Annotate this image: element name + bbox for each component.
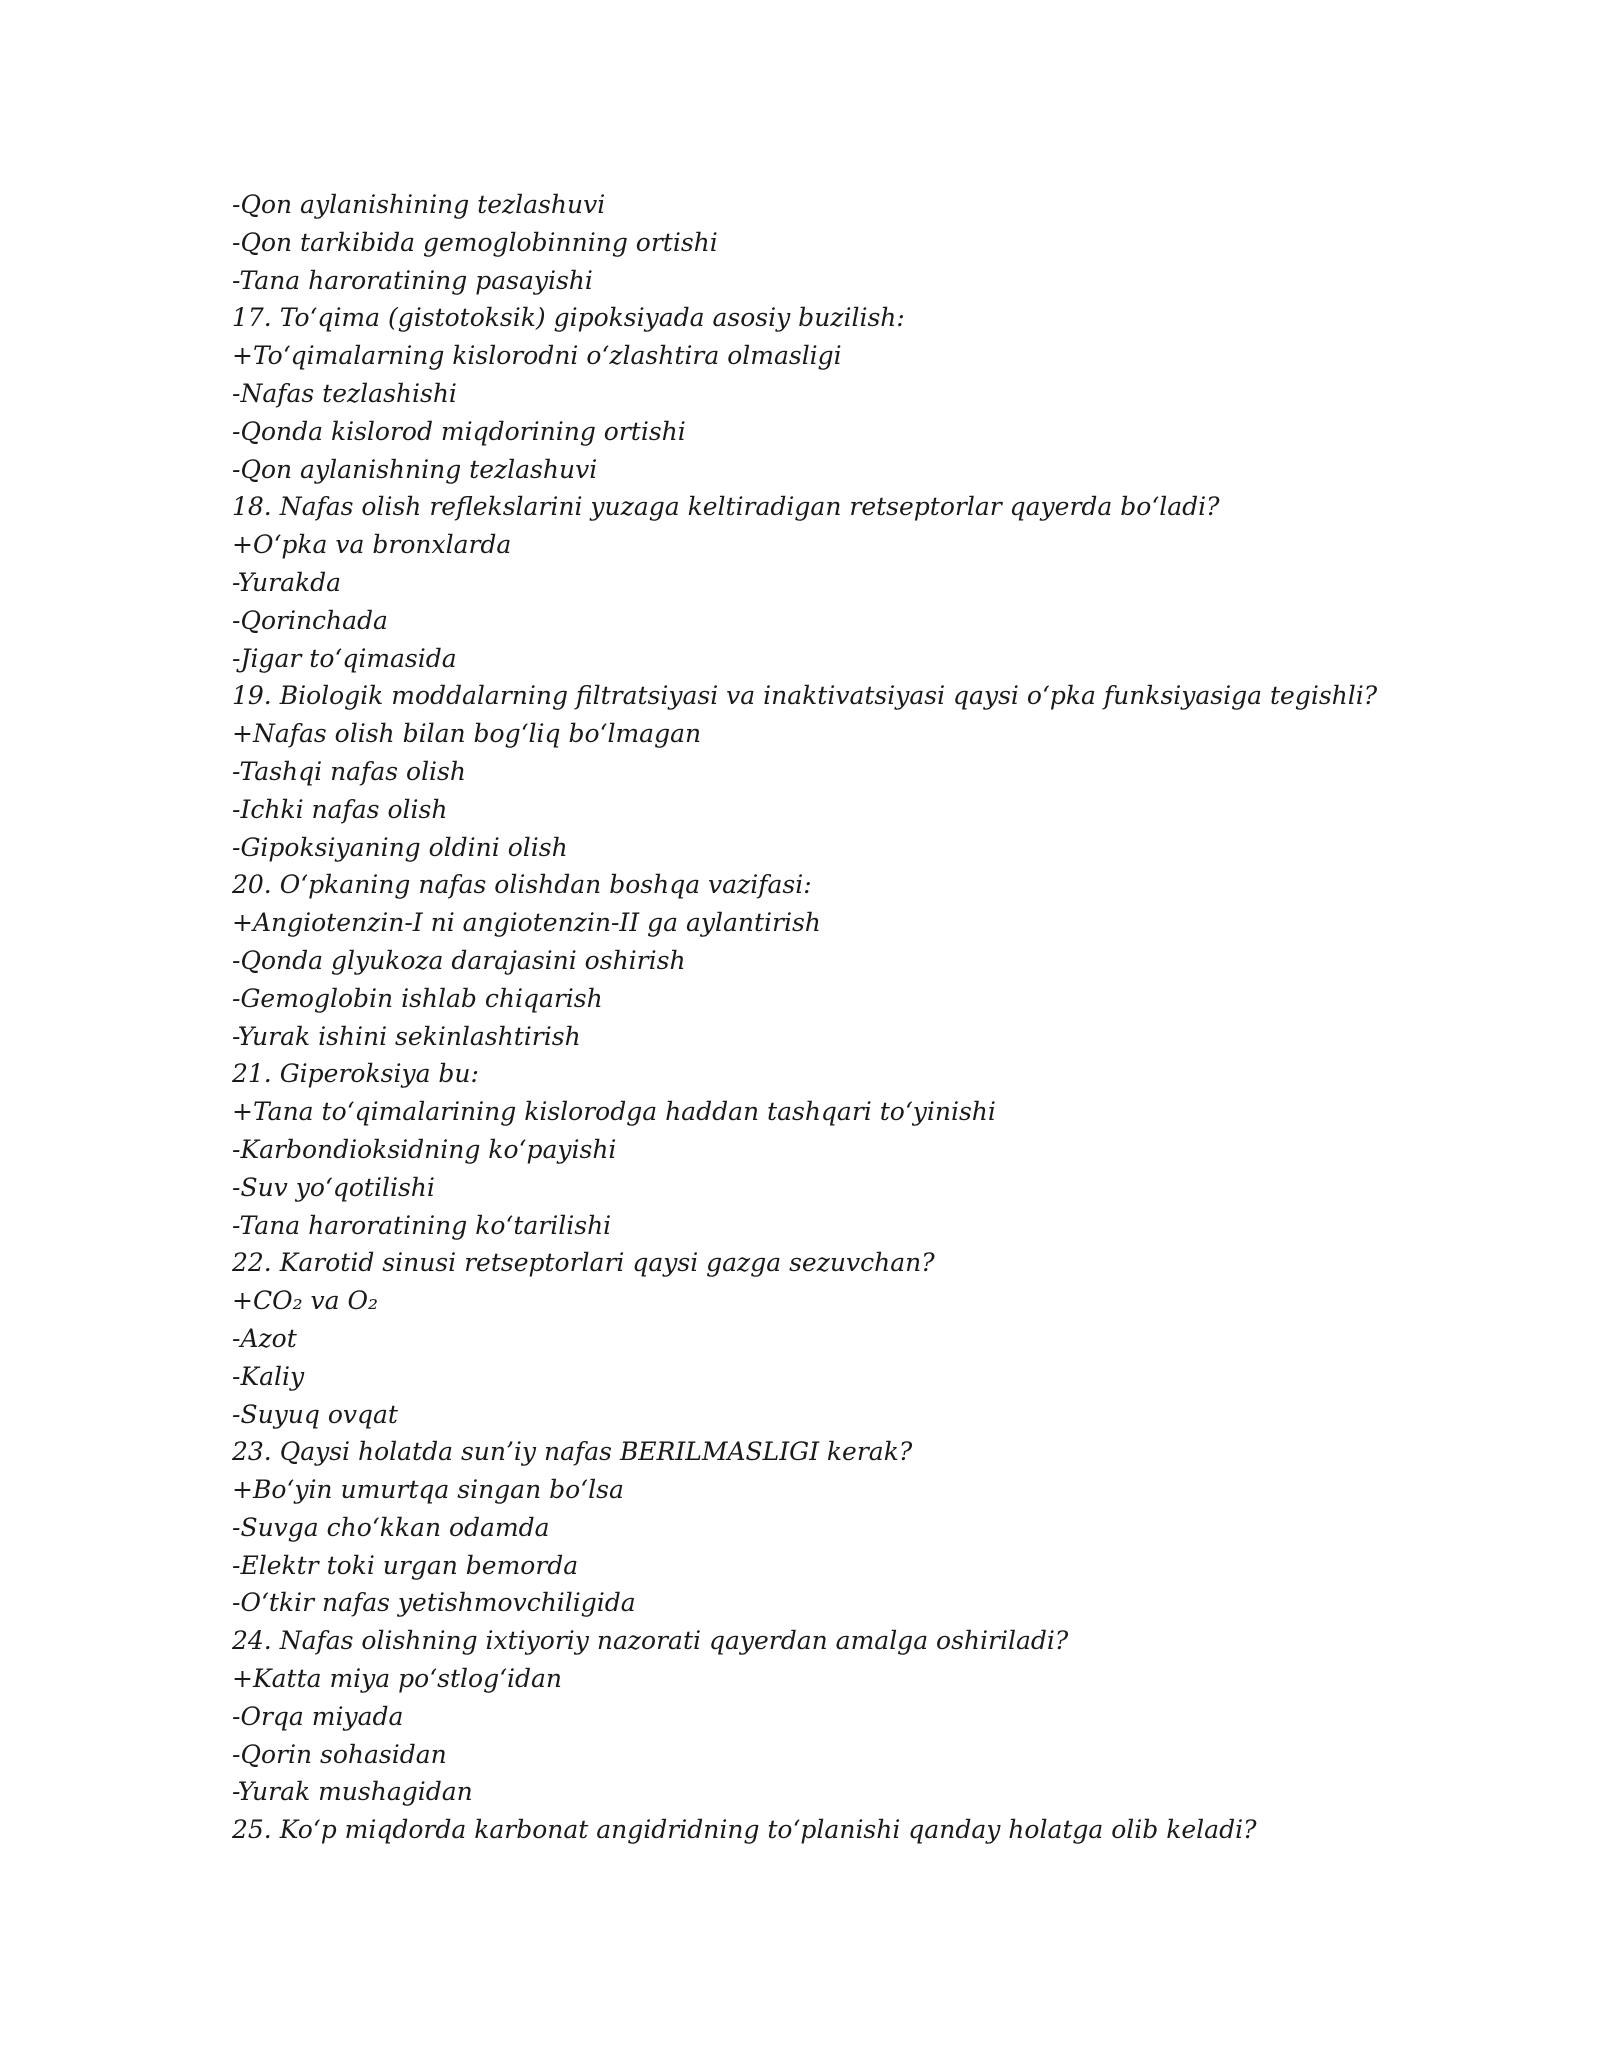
answer-option: -Tana haroratining ko‘tarilishi bbox=[232, 1210, 612, 1240]
answer-option: -Tana haroratining pasayishi bbox=[232, 265, 593, 295]
answer-option: -Gemoglobin ishlab chiqarish bbox=[232, 983, 603, 1013]
correct-answer: +Angiotenzin-I ni angiotenzin-II ga aylantirish bbox=[232, 908, 821, 938]
correct-answer: +To‘qimalarning kislorodni o‘zlashtira olmasligi bbox=[232, 341, 842, 371]
answer-option: -Qonda kislorod miqdorining ortishi bbox=[232, 416, 686, 446]
answer-option: -Suv yo‘qotilishi bbox=[232, 1172, 435, 1202]
answer-option: -O‘tkir nafas yetishmovchiligida bbox=[232, 1588, 636, 1618]
answer-option: -Qonda glyukoza darajasini oshirish bbox=[232, 945, 686, 975]
answer-option: -Kaliy bbox=[232, 1361, 305, 1391]
answer-option: -Suvga cho‘kkan odamda bbox=[232, 1512, 550, 1542]
answer-option: -Nafas tezlashishi bbox=[232, 378, 457, 408]
correct-answer: +Tana to‘qimalarining kislorodga haddan tashqari to‘yinishi bbox=[232, 1097, 996, 1127]
answer-option: -Orqa miyada bbox=[232, 1701, 404, 1731]
correct-answer: +Katta miya po‘stlog‘idan bbox=[232, 1664, 563, 1694]
question-24: 24. Nafas olishning ixtiyoriy nazorati qayerdan amalga oshiriladi? bbox=[232, 1626, 1069, 1656]
question-22: 22. Karotid sinusi retseptorlari qaysi gazga sezuvchan? bbox=[232, 1248, 935, 1278]
answer-option: -Qorinchada bbox=[232, 605, 388, 635]
correct-answer: +Nafas olish bilan bog‘liq bo‘lmagan bbox=[232, 719, 702, 749]
question-17: 17. To‘qima (gistotoksik) gipoksiyada asosiy buzilish: bbox=[232, 303, 905, 333]
answer-option: -Tashqi nafas olish bbox=[232, 756, 466, 786]
answer-option: -Elektr toki urgan bemorda bbox=[232, 1550, 579, 1580]
correct-answer: +CO₂ va O₂ bbox=[232, 1286, 379, 1316]
answer-option: -Qon tarkibida gemoglobinning ortishi bbox=[232, 227, 718, 257]
answer-option: -Azot bbox=[232, 1323, 297, 1353]
answer-option: -Ichki nafas olish bbox=[232, 794, 448, 824]
answer-option: -Qon aylanishning tezlashuvi bbox=[232, 454, 598, 484]
correct-answer: +O‘pka va bronxlarda bbox=[232, 530, 512, 560]
answer-option: -Yurak ishini sekinlashtirish bbox=[232, 1021, 581, 1051]
answer-option: -Karbondioksidning ko‘payishi bbox=[232, 1134, 617, 1164]
answer-option: -Qon aylanishining tezlashuvi bbox=[232, 190, 606, 219]
answer-option: -Gipoksiyaning oldini olish bbox=[232, 832, 568, 862]
document-page bbox=[232, 186, 1432, 1849]
answer-option: -Yurakda bbox=[232, 567, 342, 597]
question-18: 18. Nafas olish reflekslarini yuzaga keltiradigan retseptorlar qayerda bo‘ladi? bbox=[232, 492, 1220, 522]
answer-option: -Jigar to‘qimasida bbox=[232, 643, 457, 673]
question-21: 21. Giperoksiya bu: bbox=[232, 1059, 479, 1089]
answer-option: -Suyuq ovqat bbox=[232, 1399, 398, 1429]
answer-option: -Yurak mushagidan bbox=[232, 1777, 473, 1807]
question-20: 20. O‘pkaning nafas olishdan boshqa vazifasi: bbox=[232, 870, 812, 900]
question-19: 19. Biologik moddalarning filtratsiyasi va inaktivatsiyasi qaysi o‘pka funksiyasiga tegishli? bbox=[232, 681, 1378, 711]
question-25: 25. Ko‘p miqdorda karbonat angidridning to‘planishi qanday holatga olib keladi? bbox=[232, 1815, 1257, 1845]
correct-answer: +Bo‘yin umurtqa singan bo‘lsa bbox=[232, 1475, 624, 1505]
answer-option: -Qorin sohasidan bbox=[232, 1739, 447, 1769]
question-23: 23. Qaysi holatda sun’iy nafas BERILMASLIGI kerak? bbox=[232, 1437, 913, 1467]
